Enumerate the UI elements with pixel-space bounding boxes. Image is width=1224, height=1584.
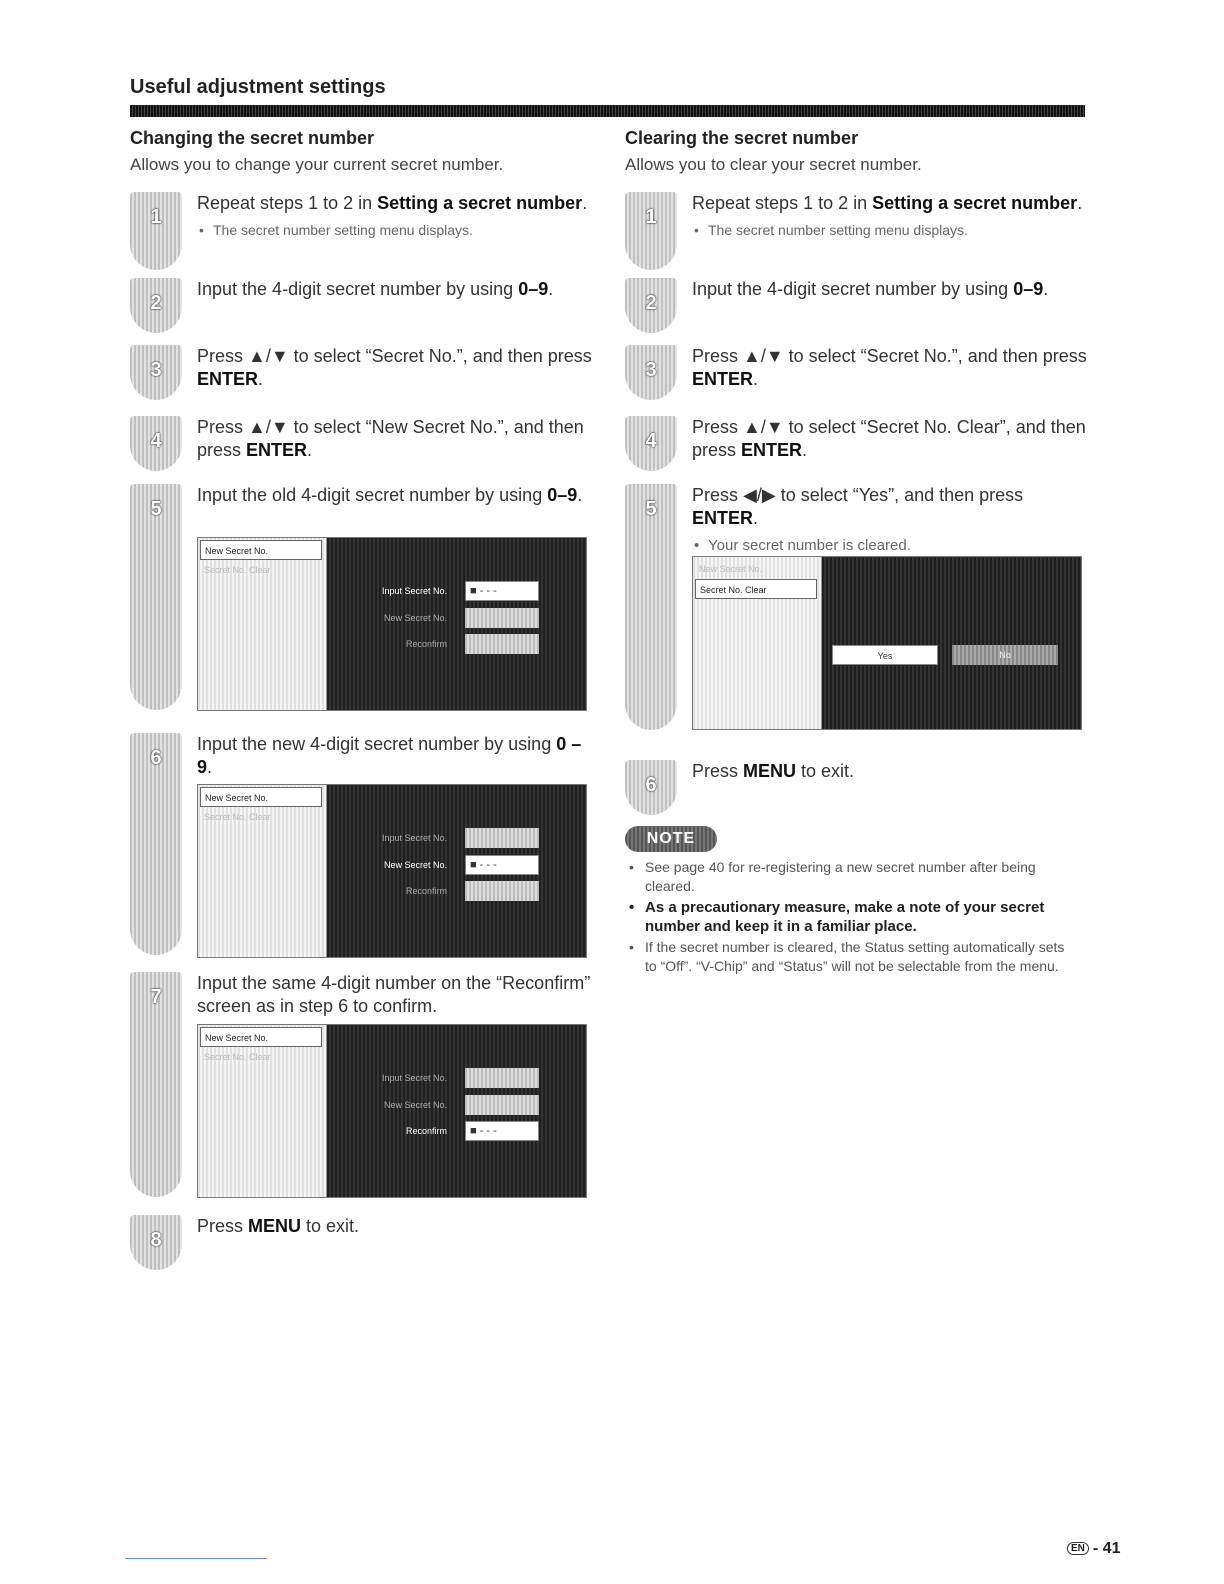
- right-step-2: 2 Input the 4-digit secret number by using 0–9.: [625, 278, 1090, 333]
- step-bullet: • The secret number setting menu displays.: [692, 219, 1087, 242]
- header-rule: [130, 105, 1085, 117]
- step-badge: 5: [130, 484, 182, 710]
- left-step-6: 6 Input the new 4-digit secret number by using 0 –9. New Secret No. Secret No. Clear Input Secret No. New Secret No. ■ - - - Reconfirm: [130, 733, 595, 955]
- right-step-5: 5 Press ◀/▶ to select “Yes”, and then press ENTER. • Your secret number is cleared. New Secret No. Secret No. Clear Yes No: [625, 484, 1090, 730]
- field-reconfirm: [465, 881, 539, 901]
- step-badge: 6: [625, 760, 677, 815]
- osd-screen-clear: [692, 556, 1082, 730]
- step-badge: 3: [130, 345, 182, 400]
- label-reconfirm: Reconfirm: [405, 639, 447, 649]
- no-option: No: [952, 645, 1058, 665]
- page-header: Useful adjustment settings: [130, 76, 386, 98]
- right-section-title: Clearing the secret number: [625, 128, 859, 148]
- right-step-4: 4 Press ▲/▼ to select “Secret No. Clear”, and then press ENTER.: [625, 416, 1090, 471]
- right-step-1: 1 Repeat steps 1 to 2 in Setting a secret number. • The secret number setting menu displays.: [625, 192, 1090, 270]
- field-new-secret: [465, 608, 539, 628]
- step-badge: 3: [625, 345, 677, 400]
- step-badge: 4: [625, 416, 677, 471]
- step-badge: 8: [130, 1215, 182, 1270]
- osd-screen-input: [197, 537, 587, 711]
- label-reconfirm: Reconfirm: [405, 886, 447, 896]
- field-input-secret: ■ - - -: [465, 581, 539, 601]
- menu-item-new-secret: New Secret No.: [200, 540, 322, 560]
- right-step-3: 3 Press ▲/▼ to select “Secret No.”, and then press ENTER.: [625, 345, 1090, 400]
- osd-screen-new: [197, 784, 587, 958]
- label-new-secret: New Secret No.: [383, 613, 447, 623]
- step-badge: 2: [130, 278, 182, 333]
- field-new-secret: [465, 1095, 539, 1115]
- osd-screen-reconfirm: [197, 1024, 587, 1198]
- label-new-secret: New Secret No.: [383, 1100, 447, 1110]
- footer-line: [125, 1558, 267, 1559]
- right-section-desc: Allows you to clear your secret number.: [625, 155, 922, 174]
- right-step-6: 6 Press MENU to exit.: [625, 760, 1090, 815]
- left-step-4: 4 Press ▲/▼ to select “New Secret No.”, and then press ENTER.: [130, 416, 595, 471]
- step-bullet: • Your secret number is cleared.: [692, 534, 1087, 557]
- menu-item-secret-clear: Secret No. Clear: [204, 812, 271, 822]
- left-step-5: 5 Input the old 4-digit secret number by using 0–9. New Secret No. Secret No. Clear Input Secret No. ■ - - - New Secret No. Reconfirm: [130, 484, 595, 710]
- field-new-secret: ■ - - -: [465, 855, 539, 875]
- step-badge: 1: [130, 192, 182, 270]
- yes-option: Yes: [832, 645, 938, 665]
- label-input-secret: Input Secret No.: [381, 1073, 447, 1083]
- right-column: [625, 128, 1090, 175]
- step-badge: 2: [625, 278, 677, 333]
- label-reconfirm: Reconfirm: [405, 1126, 447, 1136]
- field-reconfirm: ■ - - -: [465, 1121, 539, 1141]
- left-column: [130, 128, 595, 175]
- note-badge: NOTE: [625, 826, 717, 852]
- menu-item-secret-clear: Secret No. Clear: [204, 565, 271, 575]
- left-step-1: 1 Repeat steps 1 to 2 in Setting a secret number. • The secret number setting menu displays.: [130, 192, 595, 270]
- note-item: • See page 40 for re-registering a new secret number after being cleared.: [627, 858, 1077, 896]
- step-badge: 7: [130, 972, 182, 1197]
- field-reconfirm: [465, 634, 539, 654]
- step-badge: 6: [130, 733, 182, 955]
- menu-item-new-secret: New Secret No.: [200, 787, 322, 807]
- menu-item-new-secret: New Secret No.: [699, 564, 763, 574]
- menu-item-secret-clear: Secret No. Clear: [695, 579, 817, 599]
- page-number: EN - 41: [1067, 1540, 1120, 1558]
- label-new-secret: New Secret No.: [383, 860, 447, 870]
- left-step-3: 3 Press ▲/▼ to select “Secret No.”, and then press ENTER.: [130, 345, 595, 400]
- left-step-7: 7 Input the same 4-digit number on the “Reconfirm” screen as in step 6 to confirm. New Secret No. Secret No. Clear Input Secret No. New Secret No. Reconfirm ■ - - -: [130, 972, 595, 1197]
- label-input-secret: Input Secret No.: [381, 586, 447, 596]
- note-item: • As a precautionary measure, make a note of your secret number and keep it in a familiar place.: [627, 898, 1077, 936]
- menu-item-secret-clear: Secret No. Clear: [204, 1052, 271, 1062]
- field-input-secret: [465, 828, 539, 848]
- language-badge: EN: [1067, 1542, 1089, 1555]
- left-section-desc: Allows you to change your current secret number.: [130, 155, 504, 174]
- note-item: • If the secret number is cleared, the Status setting automatically sets to “Off”. “V-Chip” and “Status” will not be selectable from the menu.: [627, 938, 1077, 976]
- step-badge: 1: [625, 192, 677, 270]
- left-step-2: 2 Input the 4-digit secret number by using 0–9.: [130, 278, 595, 333]
- step-badge: 4: [130, 416, 182, 471]
- menu-item-new-secret: New Secret No.: [200, 1027, 322, 1047]
- left-section-title: Changing the secret number: [130, 128, 375, 148]
- label-input-secret: Input Secret No.: [381, 833, 447, 843]
- step-bullet: • The secret number setting menu displays.: [197, 219, 592, 242]
- note-list: [627, 858, 1077, 978]
- step-badge: 5: [625, 484, 677, 730]
- field-input-secret: [465, 1068, 539, 1088]
- left-step-8: 8 Press MENU to exit.: [130, 1215, 595, 1270]
